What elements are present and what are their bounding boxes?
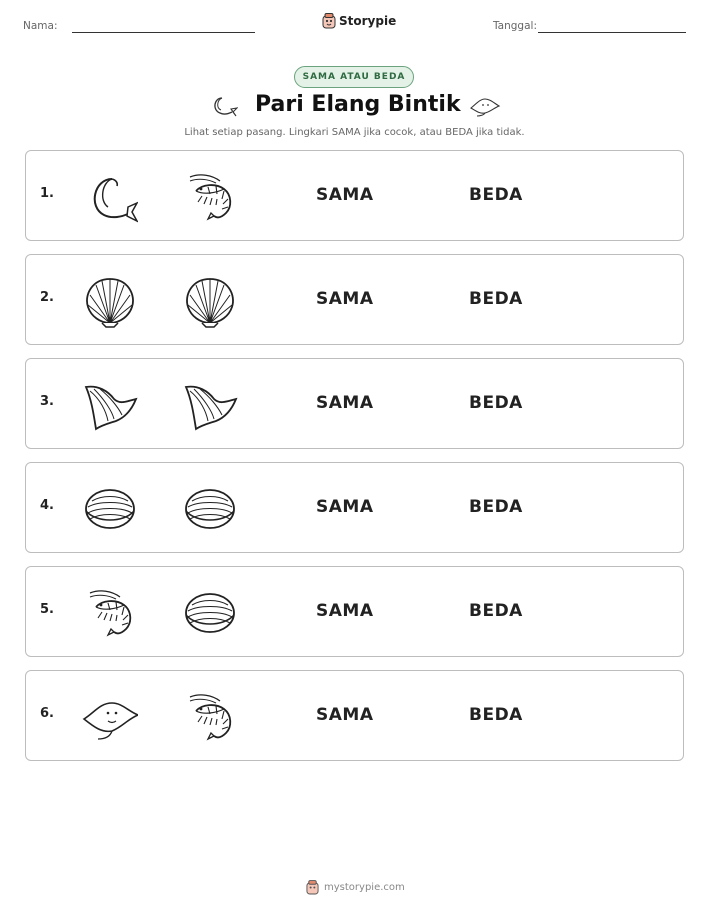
same-option[interactable]: SAMA: [316, 497, 374, 517]
footer-url[interactable]: mystorypie.com: [324, 882, 405, 893]
stingray-icon: [468, 94, 502, 118]
date-field[interactable]: [538, 32, 686, 33]
date-label: Tanggal:: [493, 20, 537, 32]
different-option[interactable]: BEDA: [469, 601, 523, 621]
scallop-shell-icon: [182, 273, 238, 329]
shrimp-icon: [182, 169, 238, 225]
fin-icon: [182, 377, 238, 433]
scallop-shell-icon: [82, 273, 138, 329]
shrimp-icon: [182, 689, 238, 745]
hook-tail-icon: [210, 94, 238, 118]
question-row-5: [25, 566, 684, 657]
brand-name: Storypie: [339, 14, 397, 28]
name-field[interactable]: [72, 32, 255, 33]
same-option[interactable]: SAMA: [316, 393, 374, 413]
storypie-mascot-icon: [322, 13, 336, 29]
question-row-3: [25, 358, 684, 449]
page-title: Pari Elang Bintik: [255, 92, 461, 117]
different-option[interactable]: BEDA: [469, 393, 523, 413]
same-option[interactable]: SAMA: [316, 705, 374, 725]
question-number: 4.: [40, 498, 54, 513]
activity-badge: SAMA ATAU BEDA: [294, 66, 414, 88]
same-option[interactable]: SAMA: [316, 185, 374, 205]
different-option[interactable]: BEDA: [469, 705, 523, 725]
storypie-mascot-icon: [306, 880, 319, 895]
question-row-6: [25, 670, 684, 761]
question-number: 1.: [40, 186, 54, 201]
hook-tail-icon: [82, 169, 138, 225]
footer: [306, 880, 405, 895]
fin-icon: [82, 377, 138, 433]
same-option[interactable]: SAMA: [316, 601, 374, 621]
question-row-1: [25, 150, 684, 241]
same-option[interactable]: SAMA: [316, 289, 374, 309]
clam-icon: [182, 481, 238, 537]
different-option[interactable]: BEDA: [469, 497, 523, 517]
stingray-icon: [82, 689, 138, 745]
question-number: 2.: [40, 290, 54, 305]
different-option[interactable]: BEDA: [469, 185, 523, 205]
question-number: 5.: [40, 602, 54, 617]
question-number: 6.: [40, 706, 54, 721]
question-row-2: [25, 254, 684, 345]
clam-icon: [82, 481, 138, 537]
different-option[interactable]: BEDA: [469, 289, 523, 309]
clam-icon: [182, 585, 238, 641]
brand-logo: [322, 13, 396, 29]
instructions: Lihat setiap pasang. Lingkari SAMA jika cocok, atau BEDA jika tidak.: [184, 127, 525, 138]
name-label: Nama:: [23, 20, 58, 32]
shrimp-icon: [82, 585, 138, 641]
question-row-4: [25, 462, 684, 553]
question-number: 3.: [40, 394, 54, 409]
